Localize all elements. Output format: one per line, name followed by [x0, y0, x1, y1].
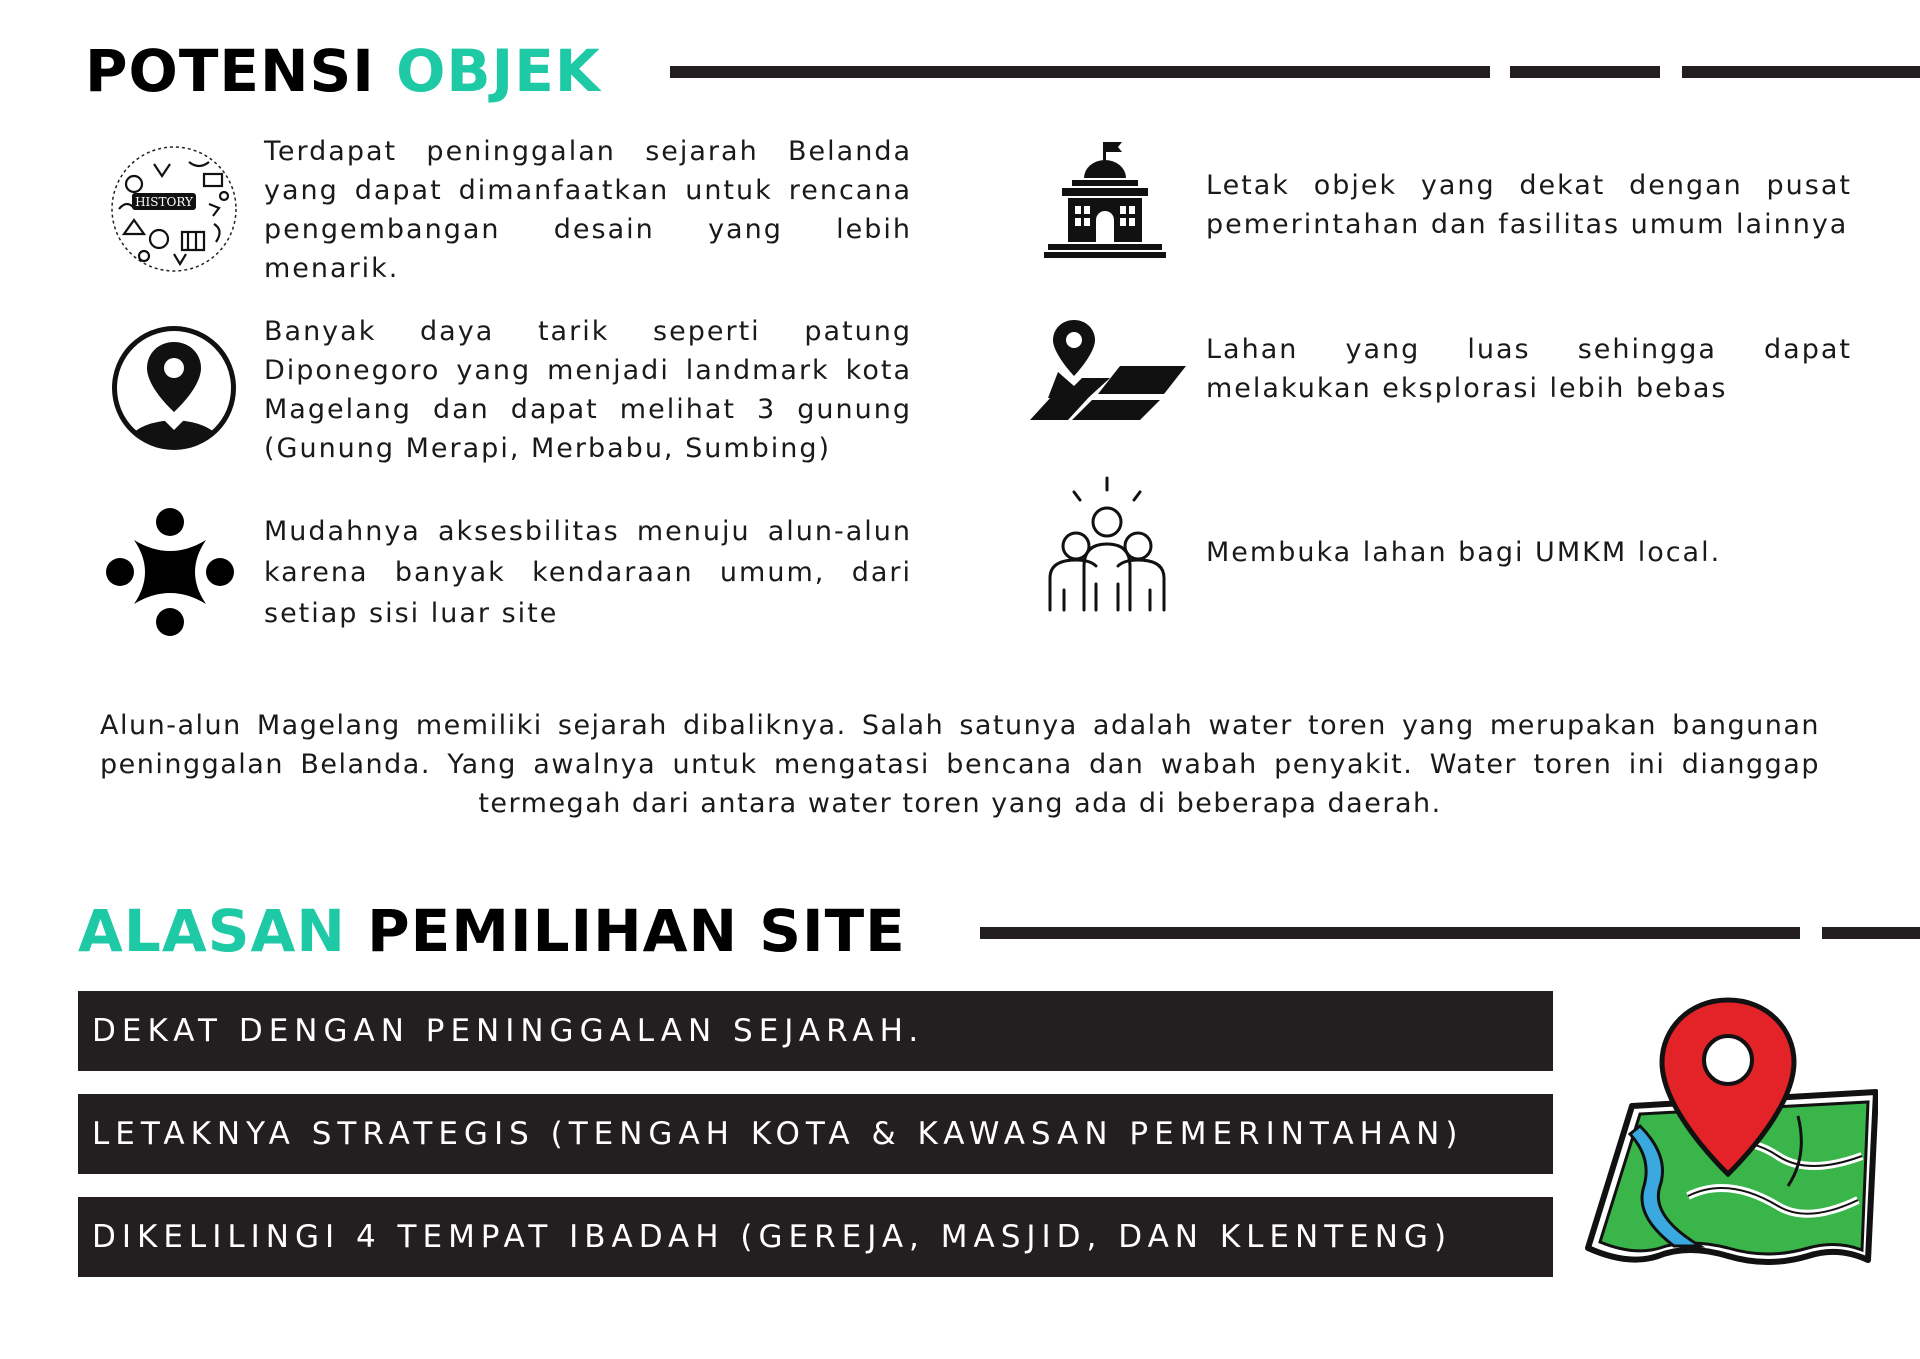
potensi-item-3-text: Mudahnya aksesbilitas menuju alun-alun karena banyak kendaraan umum, dari setiap sisi luar site [264, 516, 912, 629]
reason-bar-1: DEKAT DENGAN PENINGGALAN SEJARAH. [78, 991, 1553, 1071]
alasan-rule-long [980, 927, 1800, 939]
reason-bar-2: LETAKNYA STRATEGIS (TENGAH KOTA & KAWASAN PEMERINTAHAN) [78, 1094, 1553, 1174]
potensi-heading-part1: POTENSI [85, 37, 375, 105]
potensi-heading [85, 37, 601, 105]
history-doodle-icon [104, 144, 244, 274]
land-map-pin-icon [1030, 314, 1186, 424]
landmark-pin-person-icon [108, 322, 240, 454]
alasan-heading [78, 897, 906, 965]
government-building-icon [1044, 140, 1166, 258]
potensi-item-6-text: Membuka lahan bagi UMKM local. [1206, 537, 1722, 568]
potensi-summary-text: Alun-alun Magelang memiliki sejarah dibaliknya. Salah satunya adalah water toren yang merupakan bangunan peninggalan Belanda. Yang awalnya untuk mengatasi bencana dan wabah penyakit. Water toren ini dianggap termegah dari antara water toren yang ada di beberapa daerah. [100, 710, 1820, 819]
potensi-item-2-text: Banyak daya tarik seperti patung Diponegoro yang menjadi landmark kota Magelang dan dapat melihat 3 gunung (Gunung Merapi, Merbabu, Sumbing) [264, 316, 912, 464]
potensi-rule-long [670, 66, 1490, 78]
history-badge-text: HISTORY [135, 195, 193, 209]
map-location-pin-icon [1568, 996, 1878, 1271]
alasan-heading-part2: PEMILIHAN SITE [367, 897, 906, 965]
alasan-heading-part1: ALASAN [78, 897, 346, 965]
community-people-icon [1046, 476, 1168, 612]
potensi-rule-short [1682, 66, 1920, 78]
alasan-rule-short [1822, 927, 1920, 939]
potensi-item-4-text: Letak objek yang dekat dengan pusat pemerintahan dan fasilitas umum lainnya [1206, 170, 1852, 240]
potensi-heading-part2: OBJEK [396, 37, 601, 105]
potensi-rule-mid [1510, 66, 1660, 78]
potensi-item-1-text: Terdapat peninggalan sejarah Belanda yang dapat dimanfaatkan untuk rencana pengembangan desain yang lebih menarik. [264, 136, 912, 284]
reason-bar-3: DIKELILINGI 4 TEMPAT IBADAH (GEREJA, MASJID, DAN KLENTENG) [78, 1197, 1553, 1277]
potensi-item-5-text: Lahan yang luas sehingga dapat melakukan eksplorasi lebih bebas [1206, 334, 1852, 404]
accessibility-network-icon [104, 506, 236, 638]
